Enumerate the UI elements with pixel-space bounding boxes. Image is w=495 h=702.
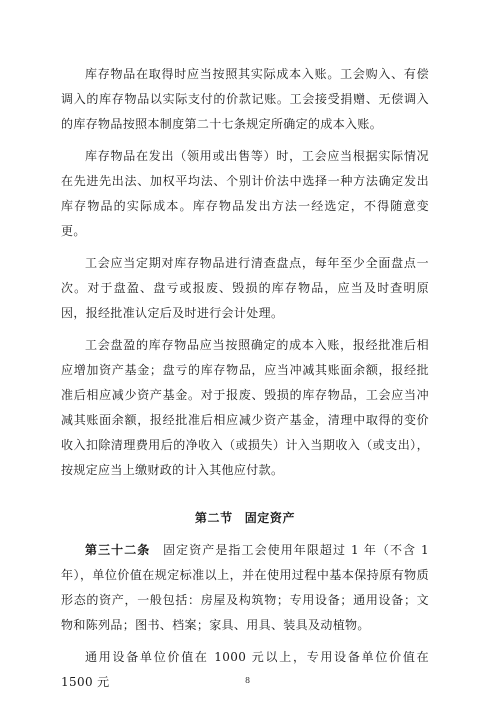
paragraph-inventory-surplus-shortage: 工会盘盈的库存物品应当按照确定的成本入账，报经批准后相应增加资产基金；盘亏的库存物品，应当冲减其账面余额，报经批准后相应减少资产基金。对于报废、毁损的库存物品，工会应当冲减其账面余额，报经批准后相应减少资产基金，清理中取得的变价收入扣除清理费用后的净收入（或损失）计入当期收入（或支出），按规定应当上缴财政的计入其他应付款。	[61, 338, 429, 477]
paragraph-inventory-count: 工会应当定期对库存物品进行清查盘点，每年至少全面盘点一次。对于盘盈、盘亏或报废、毁损的库存物品，应当及时查明原因，报经批准认定后及时进行会计处理。	[61, 256, 429, 320]
paragraph-inventory-issuance: 库存物品在发出（领用或出售等）时，工会应当根据实际情况在先进先出法、加权平均法、个别计价法中选择一种方法确定发出库存物品的实际成本。库存物品发出方法一经选定，不得随意变更。	[61, 149, 429, 238]
article-text: 固定资产是指工会使用年限超过 1 年（不含 1 年），单位价值在规定标准以上，并在使用过程中基本保持原有物质形态的资产，一般包括：房屋及构筑物；专用设备；通用设备；文物和陈列品；图书、档案；家具、用具、装具及动植物。	[61, 543, 429, 632]
article-32-paragraph	[61, 538, 429, 638]
paragraph-inventory-acquisition: 库存物品在取得时应当按照其实际成本入账。工会购入、有偿调入的库存物品以实际支付的价款记账。工会接受捐赠、无偿调入的库存物品按照本制度第二十七条规定所确定的成本入账。	[61, 67, 429, 131]
section-heading	[61, 508, 429, 528]
paragraph-equipment-threshold: 通用设备单位价值在 1000 元以上，专用设备单位价值在 1500 元	[61, 650, 429, 689]
article-label: 第三十二条	[85, 543, 151, 557]
page-number: 8	[244, 676, 251, 685]
section-title: 固定资产	[244, 511, 296, 525]
section-number: 第二节	[194, 511, 233, 525]
page-body	[61, 62, 429, 702]
